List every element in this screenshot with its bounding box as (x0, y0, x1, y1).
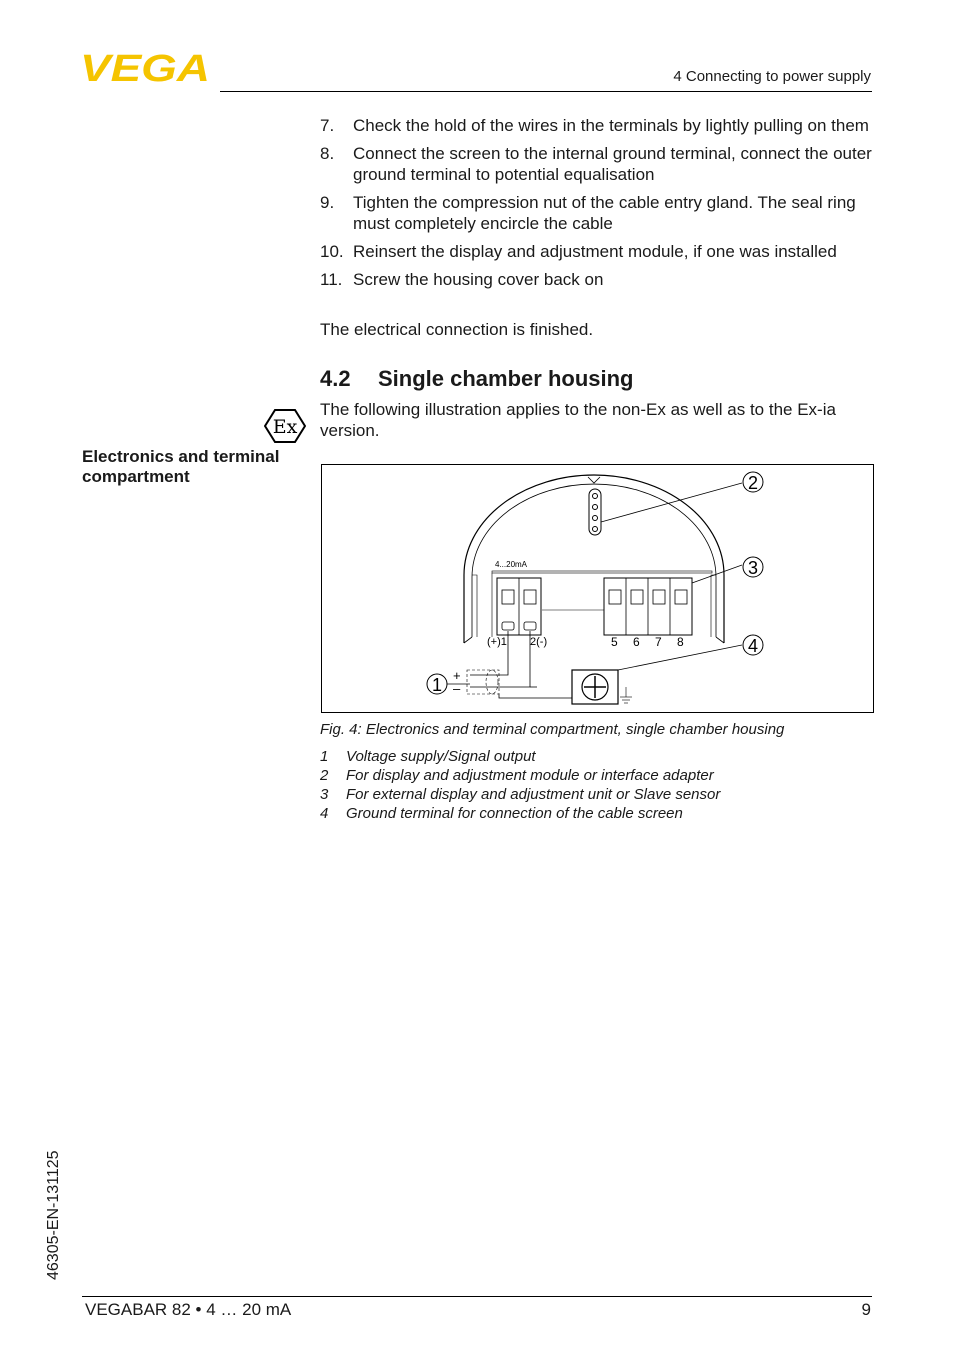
step-number: 7. (320, 116, 335, 135)
svg-text:1: 1 (431, 675, 443, 695)
header-section-title: 4 Connecting to power supply (673, 68, 871, 85)
svg-text:2: 2 (747, 473, 759, 493)
section-number: 4.2 (320, 366, 351, 391)
finished-text: The electrical connection is finished. (320, 320, 594, 339)
svg-text:VEGA: VEGA (80, 50, 210, 84)
page-number: 9 (861, 1300, 871, 1319)
step-item (320, 269, 880, 290)
terminal-plus-label: (+)1 (487, 636, 507, 648)
figure-drawing (322, 465, 875, 714)
step-text: Screw the housing cover back on (353, 270, 604, 289)
step-item (320, 115, 880, 136)
document-number: 46305-EN-131125 (45, 1150, 62, 1280)
ex-icon (264, 408, 306, 444)
step-number: 8. (320, 144, 335, 163)
svg-text:4: 4 (747, 636, 759, 656)
step-text: Reinsert the display and adjustment module, if one was installed (353, 242, 837, 261)
step-item (320, 143, 880, 185)
step-number: 9. (320, 193, 335, 212)
step-text: Check the hold of the wires in the terminals by lightly pulling on them (353, 116, 869, 135)
margin-label: Electronics and terminal compartment (82, 447, 280, 486)
terminal-compartment-figure (321, 464, 874, 713)
minus-sign: – (453, 681, 461, 696)
section-title: Single chamber housing (378, 366, 634, 391)
legend-item: 3 For external display and adjustment unit or Slave sensor (320, 786, 721, 803)
header-rule (220, 91, 872, 92)
step-text: Tighten the compression nut of the cable entry gland. The seal ring must completely encircle the cable (353, 193, 856, 233)
footer-product: VEGABAR 82 • 4 … 20 mA (85, 1300, 292, 1319)
plus-sign: + (453, 668, 461, 683)
terminal-number-8: 8 (677, 635, 684, 649)
terminal-minus-label: 2(-) (530, 636, 548, 648)
svg-text:3: 3 (747, 558, 759, 578)
legend-item: 1 Voltage supply/Signal output (320, 748, 536, 765)
section-heading (320, 366, 633, 392)
figure-caption: Fig. 4: Electronics and terminal compartment, single chamber housing (320, 721, 785, 738)
module-label: 4...20mA (495, 560, 528, 569)
vega-logo (80, 50, 212, 84)
terminal-number-7: 7 (655, 635, 662, 649)
legend-item: 4 Ground terminal for connection of the cable screen (320, 805, 683, 822)
terminal-number-6: 6 (633, 635, 640, 649)
section-intro: The following illustration applies to the non-Ex as well as to the Ex-ia version. (320, 400, 836, 440)
instruction-steps (320, 115, 880, 297)
footer-rule (82, 1296, 872, 1297)
step-item (320, 241, 880, 262)
step-number: 11. (320, 270, 343, 289)
legend-item: 2 For display and adjustment module or interface adapter (320, 767, 714, 784)
display-connector (589, 489, 601, 535)
figure-legend (320, 747, 880, 823)
housing-outline (464, 475, 724, 643)
step-number: 10. (320, 242, 344, 261)
step-item (320, 192, 880, 234)
terminal-number-5: 5 (611, 635, 618, 649)
step-text: Connect the screen to the internal ground terminal, connect the outer ground terminal to potential equalisation (353, 144, 872, 184)
svg-text:Ex: Ex (272, 416, 298, 438)
